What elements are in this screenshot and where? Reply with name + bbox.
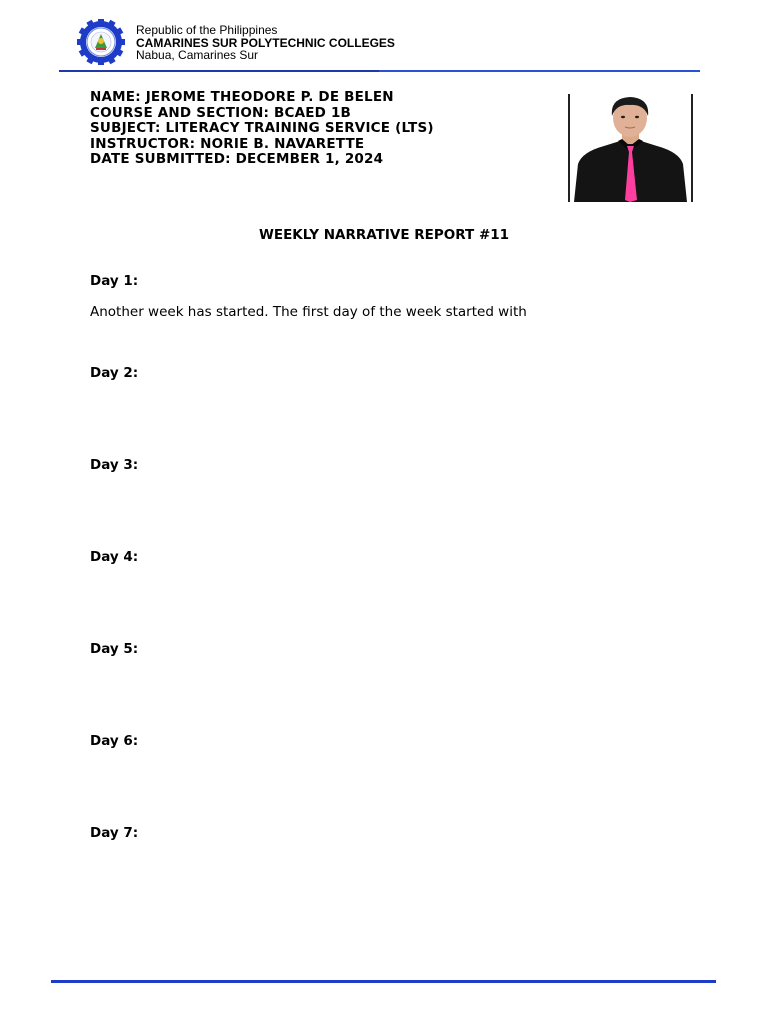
header-divider xyxy=(59,70,700,72)
day-1-label: Day 1: xyxy=(90,273,139,289)
report-title: WEEKLY NARRATIVE REPORT #11 xyxy=(258,227,510,243)
day-4-label: Day 4: xyxy=(90,549,139,565)
student-photo xyxy=(568,94,693,202)
course-section: COURSE AND SECTION: BCAED 1B xyxy=(90,104,352,121)
college-address: Nabua, Camarines Sur xyxy=(136,48,259,62)
student-name: NAME: JEROME THEODORE P. DE BELEN xyxy=(90,89,394,105)
date-submitted: DATE SUBMITTED: DECEMBER 1, 2024 xyxy=(90,151,384,167)
day-1-text: Another week has started. The first day of the week started with xyxy=(90,304,527,320)
footer-divider xyxy=(51,980,716,983)
institution-header xyxy=(136,24,395,62)
college-seal-icon xyxy=(73,19,129,65)
college-name: CAMARINES SUR POLYTECHNIC COLLEGES xyxy=(136,35,395,50)
day-6-label: Day 6: xyxy=(90,733,139,749)
instructor: INSTRUCTOR: NORIE B. NAVARETTE xyxy=(90,135,365,152)
student-info xyxy=(90,90,434,168)
republic-line: Republic of the Philippines xyxy=(136,23,278,37)
day-2-label: Day 2: xyxy=(90,365,139,381)
day-5-label: Day 5: xyxy=(90,641,139,657)
day-3-label: Day 3: xyxy=(90,457,139,473)
subject: SUBJECT: LITERACY TRAINING SERVICE (LTS) xyxy=(90,120,434,136)
day-7-label: Day 7: xyxy=(90,825,139,841)
